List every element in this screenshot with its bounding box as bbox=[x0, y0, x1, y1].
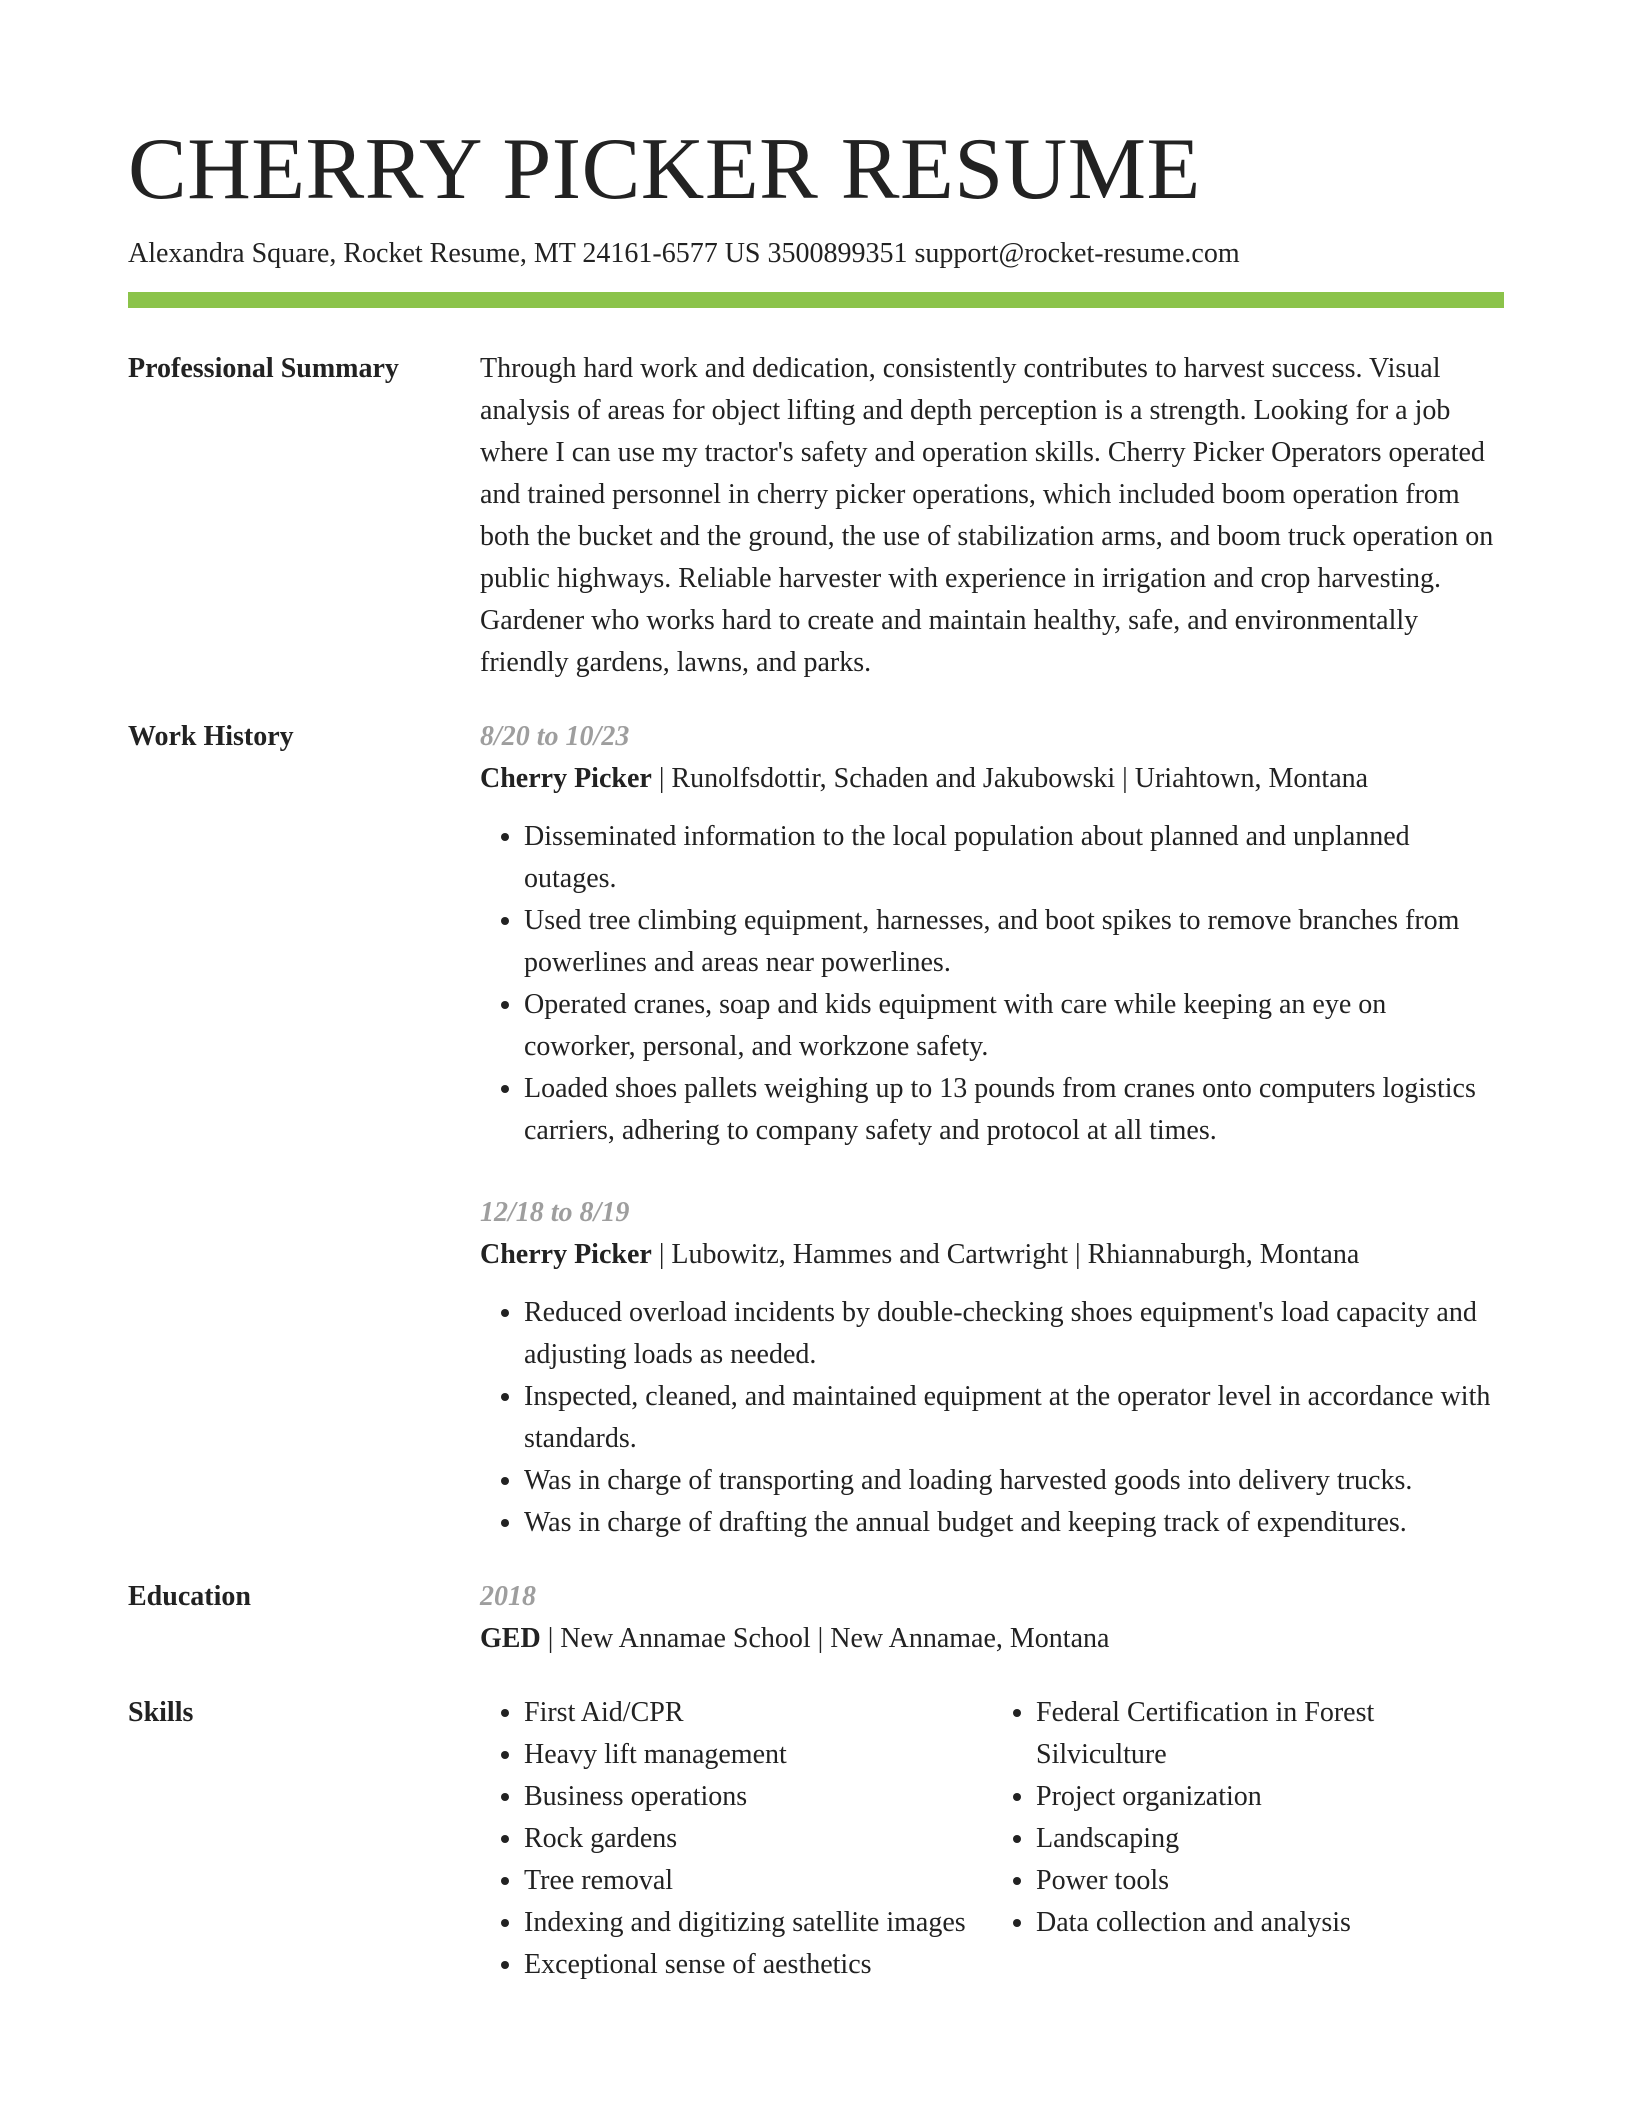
skill-item: • Tree removal bbox=[524, 1860, 992, 1902]
skills-section bbox=[128, 1692, 1504, 1986]
job-dates: 8/20 to 10/23 bbox=[480, 721, 630, 752]
skill-item: • Federal Certification in Forest Silviculture bbox=[1036, 1692, 1504, 1776]
education-heading bbox=[480, 1618, 1504, 1660]
summary-body bbox=[480, 348, 1504, 684]
contact-line: Alexandra Square, Rocket Resume, MT 24161-6577 US 3500899351 support@rocket-resume.com bbox=[128, 238, 1240, 269]
job-bullet: • Loaded shoes pallets weighing up to 13 pounds from cranes onto computers logistics carriers, adhering to company safety and protocol at all times. bbox=[524, 1068, 1504, 1152]
work-history-body bbox=[480, 716, 1504, 1544]
job-bullet: • Was in charge of transporting and loading harvested goods into delivery trucks. bbox=[524, 1460, 1504, 1502]
skill-item: • Landscaping bbox=[1036, 1818, 1504, 1860]
skill-item: • Exceptional sense of aesthetics bbox=[524, 1944, 992, 1986]
skill-item: • Data collection and analysis bbox=[1036, 1902, 1504, 1944]
skill-item: • First Aid/CPR bbox=[524, 1692, 992, 1734]
job-heading bbox=[480, 758, 1504, 800]
skills-list-right bbox=[992, 1692, 1504, 1986]
work-history-section bbox=[128, 716, 1504, 1544]
job-title: Cherry Picker bbox=[480, 763, 652, 794]
job-bullet: • Used tree climbing equipment, harnesses, and boot spikes to remove branches from powerlines and areas near powerlines. bbox=[524, 900, 1504, 984]
education-body bbox=[480, 1576, 1504, 1660]
job-title: Cherry Picker bbox=[480, 1239, 652, 1270]
summary-section bbox=[128, 348, 1504, 684]
education-school-location: | New Annamae School | New Annamae, Montana bbox=[540, 1623, 1110, 1654]
skill-item: • Business operations bbox=[524, 1776, 992, 1818]
skill-item: • Project organization bbox=[1036, 1776, 1504, 1818]
skill-item: • Power tools bbox=[1036, 1860, 1504, 1902]
job-entry bbox=[480, 1192, 1504, 1544]
resume-title: CHERRY PICKER RESUME bbox=[128, 121, 1201, 218]
job-bullets bbox=[480, 1292, 1504, 1544]
job-bullets bbox=[480, 816, 1504, 1152]
skill-item: • Indexing and digitizing satellite images bbox=[524, 1902, 992, 1944]
job-bullet: • Operated cranes, soap and kids equipment with care while keeping an eye on coworker, personal, and workzone safety. bbox=[524, 984, 1504, 1068]
job-employer-location: | Lubowitz, Hammes and Cartwright | Rhiannaburgh, Montana bbox=[651, 1239, 1360, 1270]
summary-text: Through hard work and dedication, consistently contributes to harvest success. Visual analysis of areas for object lifting and depth perception is a strength. Looking for a job where I can use my tractor's safety and operation skills. Cherry Picker Operators operated and trained personnel in cherry picker operations, which included boom operation from both the bucket and the ground, the use of stabilization arms, and boom truck operation on public highways. Reliable harvester with experience in irrigation and crop harvesting. Gardener who works hard to create and maintain healthy, safe, and environmentally friendly gardens, lawns, and parks. bbox=[480, 353, 1494, 678]
skills-body bbox=[480, 1692, 1504, 1986]
education-section bbox=[128, 1576, 1504, 1660]
job-employer-location: | Runolfsdottir, Schaden and Jakubowski | Uriahtown, Montana bbox=[651, 763, 1369, 794]
skill-item: • Rock gardens bbox=[524, 1818, 992, 1860]
job-bullet: • Reduced overload incidents by double-checking shoes equipment's load capacity and adjusting loads as needed. bbox=[524, 1292, 1504, 1376]
job-bullet: • Disseminated information to the local population about planned and unplanned outages. bbox=[524, 816, 1504, 900]
skills-list-left bbox=[480, 1692, 992, 1986]
job-entry bbox=[480, 716, 1504, 1152]
section-label-summary: Professional Summary bbox=[128, 353, 399, 384]
job-bullet: • Was in charge of drafting the annual budget and keeping track of expenditures. bbox=[524, 1502, 1504, 1544]
skill-item: • Heavy lift management bbox=[524, 1734, 992, 1776]
job-dates: 12/18 to 8/19 bbox=[480, 1197, 630, 1228]
section-label-education: Education bbox=[128, 1581, 251, 1612]
section-label-skills: Skills bbox=[128, 1697, 194, 1728]
job-heading bbox=[480, 1234, 1504, 1276]
education-year: 2018 bbox=[480, 1581, 536, 1612]
accent-divider bbox=[128, 292, 1504, 308]
education-degree: GED bbox=[480, 1623, 541, 1654]
section-label-work-history: Work History bbox=[128, 721, 294, 752]
job-bullet: • Inspected, cleaned, and maintained equipment at the operator level in accordance with standards. bbox=[524, 1376, 1504, 1460]
skills-columns bbox=[480, 1692, 1504, 1986]
